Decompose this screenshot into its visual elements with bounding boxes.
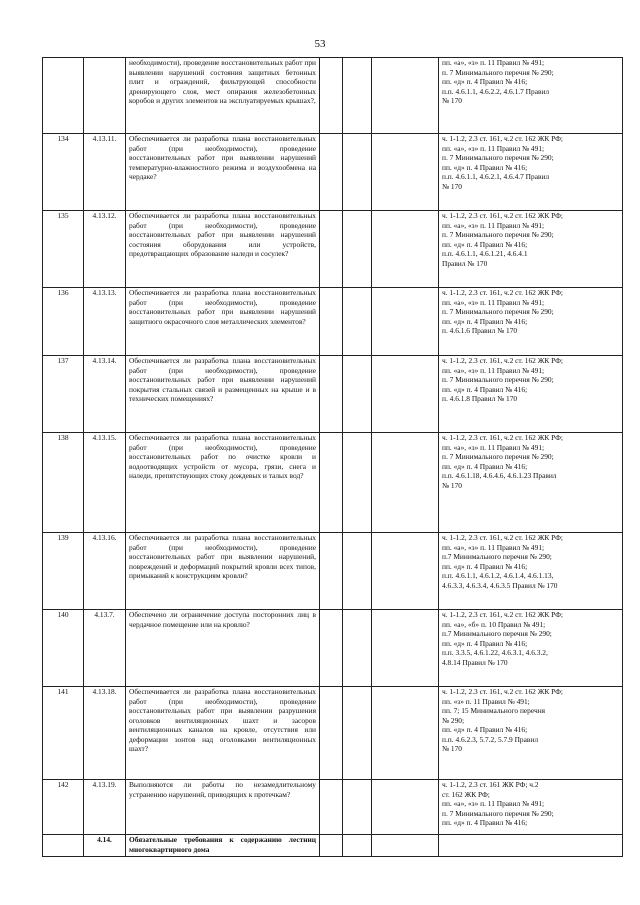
question-cell: Обеспечивается ли разработка плана восстановительных работ (при необходимости), проведение восстановительных работ при выявлении разрушения оголовков вентиляционных шахт и засоров вентиляционных каналов на кровле, отсутствия или деформации зонтов над оголовками вентиляционных шахт? bbox=[126, 687, 320, 780]
reference-line: № 170 bbox=[442, 480, 462, 490]
reference-line: пп. «а», «з» п. 11 Правил № 491; bbox=[442, 542, 545, 552]
table-row bbox=[43, 687, 623, 780]
legal-reference-cell bbox=[439, 533, 623, 610]
answer-yes-cell[interactable] bbox=[320, 134, 343, 211]
question-cell: необходимости), проведение восстановительных работ при выявлении нарушений состояния защитных бетонных плит и ограждений, фильтрующей способности дренирующего слоя, мест опирания железобетонных коробов и других элементов на эксплуатируемых крышах?, bbox=[126, 58, 320, 134]
table-row bbox=[43, 610, 623, 687]
answer-na-cell[interactable] bbox=[372, 356, 439, 433]
answer-yes-cell[interactable] bbox=[320, 533, 343, 610]
table-row bbox=[43, 533, 623, 610]
answer-na-cell[interactable] bbox=[372, 687, 439, 780]
reference-line: № 170 bbox=[442, 744, 462, 753]
reference-line: п. 7 Минимального перечня № 290; bbox=[442, 307, 554, 316]
reference-line: ч. 1-1.2, 2.3 ст. 161, ч.2 ст. 162 ЖК РФ; bbox=[442, 211, 563, 220]
reference-line: п.7 Минимального перечня № 290; bbox=[442, 552, 552, 561]
row-code: 4.13.11. bbox=[84, 134, 126, 211]
reference-line: ч. 1-1.2, 2.3 ст. 161, ч.2 ст. 162 ЖК РФ; bbox=[442, 687, 563, 696]
row-code: 4.13.13. bbox=[84, 288, 126, 356]
question-cell: Обеспечивается ли разработка плана восстановительных работ (при необходимости), проведение восстановительных работ при выявлении нарушений, повреждений и деформаций покрытий кровли всех типов, примыканий к конструкциям кровли? bbox=[126, 533, 320, 610]
reference-line: п.п. 4.6.1.1, 4.6.1.2, 4.6.1.4, 4.6.1.13, bbox=[442, 571, 554, 580]
reference-line: п. 7 Минимального перечня № 290; bbox=[442, 375, 554, 384]
legal-reference-cell bbox=[439, 687, 623, 780]
answer-yes-cell[interactable] bbox=[320, 211, 343, 288]
reference-line: пп. «д» п. 4 Правил № 416; bbox=[442, 725, 528, 734]
row-number bbox=[43, 58, 84, 134]
reference-line: пп. «д» п. 4 Правил № 416; bbox=[442, 239, 528, 249]
row-code: 4.13.15. bbox=[84, 433, 126, 533]
reference-line: ч. 1-1.2, 2.3 ст. 161, ч.2 ст. 162 ЖК РФ; bbox=[442, 356, 563, 365]
answer-no-cell[interactable] bbox=[343, 533, 372, 610]
answer-na-cell[interactable] bbox=[372, 58, 439, 134]
row-code: 4.13.16. bbox=[84, 533, 126, 610]
row-number: 137 bbox=[43, 356, 84, 433]
reference-line: пп. «д» п. 4 Правил № 416; bbox=[442, 316, 528, 326]
answer-yes-cell[interactable] bbox=[320, 356, 343, 433]
table-row bbox=[43, 288, 623, 356]
reference-line: п.п. 4.6.1.18, 4.6.4.6, 4.6.1.23 Правил bbox=[442, 471, 557, 480]
reference-line: п. 7 Минимального перечня № 290; bbox=[442, 452, 554, 461]
reference-line: п. 7 Минимального перечня № 290; bbox=[442, 153, 554, 162]
row-code: 4.13.14. bbox=[84, 356, 126, 433]
reference-line: п. 7 Минимального перечня № 290; bbox=[442, 230, 554, 239]
reference-line: 4.8.14 Правил № 170 bbox=[442, 657, 508, 667]
reference-line: п.7 Минимального перечня № 290; bbox=[442, 629, 552, 638]
table-row bbox=[43, 356, 623, 433]
answer-na-cell[interactable] bbox=[372, 533, 439, 610]
reference-line: пп. «д» п. 4 Правил № 416; bbox=[442, 638, 528, 648]
legal-reference-cell bbox=[439, 433, 623, 533]
reference-line: пп. «а», «з» п. 11 Правил № 491; bbox=[442, 143, 545, 153]
reference-line: п.п. 4.6.2.3, 5.7.2, 5.7.9 Правил bbox=[442, 734, 539, 744]
answer-na-cell[interactable] bbox=[372, 288, 439, 356]
reference-line: пп. «а», «з» п. 11 Правил № 491; bbox=[442, 220, 545, 230]
answer-no-cell[interactable] bbox=[343, 356, 372, 433]
reference-line: пп. 7; 15 Минимального перечня bbox=[442, 706, 546, 715]
question-cell: Выполняются ли работы по незамедлительному устранению нарушений, приводящих к протечкам? bbox=[126, 780, 320, 835]
reference-line: пп. «а», «з» п. 11 Правил № 491; bbox=[442, 799, 545, 808]
row-number: 140 bbox=[43, 610, 84, 687]
row-number: 142 bbox=[43, 780, 84, 835]
section-code: 4.14. bbox=[84, 835, 126, 857]
legal-reference-cell bbox=[439, 211, 623, 288]
table-row bbox=[43, 780, 623, 835]
row-number: 141 bbox=[43, 687, 84, 780]
question-cell: Обеспечивается ли разработка плана восстановительных работ (при необходимости), проведение восстановительных работ по очистке кровли и водоотводящих устройств от мусора, грязи, снега и наледи, препятствующих стоку дождевых и талых вод? bbox=[126, 433, 320, 533]
row-code: 4.13.18. bbox=[84, 687, 126, 780]
legal-reference-cell bbox=[439, 288, 623, 356]
reference-line: № 170 bbox=[442, 181, 462, 191]
answer-na-cell[interactable] bbox=[372, 780, 439, 835]
reference-line: пп. «з» п. 11 Правил № 491; bbox=[442, 696, 530, 706]
question-cell: Обеспечено ли ограничение доступа посторонних лиц в чердачное помещение или на кровлю? bbox=[126, 610, 320, 687]
row-code: 4.13.19. bbox=[84, 780, 126, 835]
answer-no-cell[interactable] bbox=[343, 134, 372, 211]
reference-line: ч. 1-1.2, 2.3 ст. 161, ч.2 ст. 162 ЖК РФ; bbox=[442, 433, 563, 442]
legal-reference-cell bbox=[439, 780, 623, 835]
row-number: 138 bbox=[43, 433, 84, 533]
answer-yes-cell[interactable] bbox=[320, 610, 343, 687]
reference-line: № 290; bbox=[442, 715, 465, 725]
answer-no-cell[interactable] bbox=[343, 211, 372, 288]
reference-line: ч. 1-1.2, 2.3 ст. 161, ч.2 ст. 162 ЖК РФ; bbox=[442, 610, 563, 619]
legal-reference-cell bbox=[439, 356, 623, 433]
reference-line: ч. 1-1.2, 2.3 ст. 161 ЖК РФ; ч.2 bbox=[442, 780, 539, 789]
reference-line: ст. 162 ЖК РФ; bbox=[442, 789, 490, 799]
section-title: Обязательные требования к содержанию лестниц многоквартирного дома bbox=[126, 835, 320, 857]
reference-line: Правил № 170 bbox=[442, 258, 488, 268]
reference-line: п. 4.6.1.6 Правил № 170 bbox=[442, 326, 518, 335]
row-code: 4.13.12. bbox=[84, 211, 126, 288]
reference-line: п.п. 4.6.1.1, 4.6.2.2, 4.6.1.7 Правил bbox=[442, 86, 550, 96]
reference-line: п.п. 4.6.1.1, 4.6.2.1, 4.6.4.7 Правил bbox=[442, 172, 550, 181]
section-na-cell bbox=[372, 835, 439, 857]
reference-line: п. 7 Минимального перечня № 290; bbox=[442, 67, 554, 77]
reference-line: пп. «д» п. 4 Правил № 416; bbox=[442, 561, 528, 571]
row-number: 139 bbox=[43, 533, 84, 610]
answer-yes-cell[interactable] bbox=[320, 58, 343, 134]
reference-line: пп. «а», «з» п. 11 Правил № 491; bbox=[442, 58, 545, 67]
answer-no-cell[interactable] bbox=[343, 288, 372, 356]
answer-na-cell[interactable] bbox=[372, 610, 439, 687]
answer-no-cell[interactable] bbox=[343, 433, 372, 533]
legal-reference-cell bbox=[439, 134, 623, 211]
reference-line: ч. 1-1.2, 2.3 ст. 161, ч.2 ст. 162 ЖК РФ; bbox=[442, 533, 563, 542]
row-number: 136 bbox=[43, 288, 84, 356]
answer-yes-cell[interactable] bbox=[320, 288, 343, 356]
answer-yes-cell[interactable] bbox=[320, 433, 343, 533]
section-yes-cell bbox=[320, 835, 343, 857]
row-code bbox=[84, 58, 126, 134]
reference-line: пп. «д» п. 4 Правил № 416; bbox=[442, 818, 528, 827]
answer-yes-cell[interactable] bbox=[320, 780, 343, 835]
reference-line: пп. «д» п. 4 Правил № 416; bbox=[442, 461, 528, 471]
table-row bbox=[43, 58, 623, 134]
reference-line: п.п. 4.6.1.1, 4.6.1.21, 4.6.4.1 bbox=[442, 249, 528, 258]
section-number-cell bbox=[43, 835, 84, 857]
reference-line: ч. 1-1.2, 2.3 ст. 161, ч.2 ст. 162 ЖК РФ; bbox=[442, 288, 563, 297]
table-row bbox=[43, 433, 623, 533]
reference-line: пп. «а», «з» п. 11 Правил № 491; bbox=[442, 365, 545, 375]
answer-no-cell[interactable] bbox=[343, 58, 372, 134]
reference-line: п. 7 Минимального перечня № 290; bbox=[442, 808, 554, 818]
reference-line: пп. «а», «з» п. 11 Правил № 491; bbox=[442, 297, 545, 307]
question-cell: Обеспечивается ли разработка плана восстановительных работ (при необходимости), проведение восстановительных работ при выявлении нарушений покрытия стальных связей и размещенных на крыше и в технических помещениях? bbox=[126, 356, 320, 433]
page-number: 53 bbox=[314, 38, 326, 50]
checklist-table bbox=[42, 57, 623, 857]
row-number: 135 bbox=[43, 211, 84, 288]
reference-line: 4.6.3.3, 4.6.3.4, 4.6.3.5 Правил № 170 bbox=[442, 580, 558, 590]
question-cell: Обеспечивается ли разработка плана восстановительных работ (при необходимости), проведение восстановительных работ при выявлении нарушений состояния оборудования или устройств, предотвращающих образование наледи и сосулек? bbox=[126, 211, 320, 288]
section-row bbox=[43, 835, 623, 857]
row-number: 134 bbox=[43, 134, 84, 211]
answer-na-cell[interactable] bbox=[372, 433, 439, 533]
reference-line: п. 4.6.1.8 Правил № 170 bbox=[442, 394, 518, 403]
reference-line: пп. «а», «з» п. 11 Правил № 491; bbox=[442, 442, 545, 452]
reference-line: пп. «д» п. 4 Правил № 416; bbox=[442, 162, 528, 172]
table-row bbox=[43, 134, 623, 211]
answer-yes-cell[interactable] bbox=[320, 687, 343, 780]
reference-line: пп. «д» п. 4 Правил № 416; bbox=[442, 77, 528, 86]
reference-line: пп. «а», «б» п. 10 Правил № 491; bbox=[442, 619, 546, 629]
legal-reference-cell bbox=[439, 610, 623, 687]
answer-no-cell[interactable] bbox=[343, 780, 372, 835]
row-code: 4.13.7. bbox=[84, 610, 126, 687]
table-row bbox=[43, 211, 623, 288]
answer-na-cell[interactable] bbox=[372, 211, 439, 288]
reference-line: № 170 bbox=[442, 96, 462, 105]
reference-line: пп. «д» п. 4 Правил № 416; bbox=[442, 384, 528, 394]
section-no-cell bbox=[343, 835, 372, 857]
reference-line: ч. 1-1.2, 2.3 ст. 161, ч.2 ст. 162 ЖК РФ; bbox=[442, 134, 563, 143]
legal-reference-cell bbox=[439, 58, 623, 134]
answer-na-cell[interactable] bbox=[372, 134, 439, 211]
question-cell: Обеспечивается ли разработка плана восстановительных работ (при необходимости), проведение восстановительных работ при выявлении нарушений защитного окрасочного слоя металлических элементов? bbox=[126, 288, 320, 356]
question-cell: Обеспечивается ли разработка плана восстановительных работ (при необходимости), проведение восстановительных работ при выявлении нарушений температурно-влажностного режима и воздухообмена на чердаке? bbox=[126, 134, 320, 211]
answer-no-cell[interactable] bbox=[343, 687, 372, 780]
answer-no-cell[interactable] bbox=[343, 610, 372, 687]
reference-line: п.п. 3.3.5, 4.6.1.22, 4.6.3.1, 4.6.3.2, bbox=[442, 648, 548, 657]
section-ref-cell bbox=[439, 835, 623, 857]
